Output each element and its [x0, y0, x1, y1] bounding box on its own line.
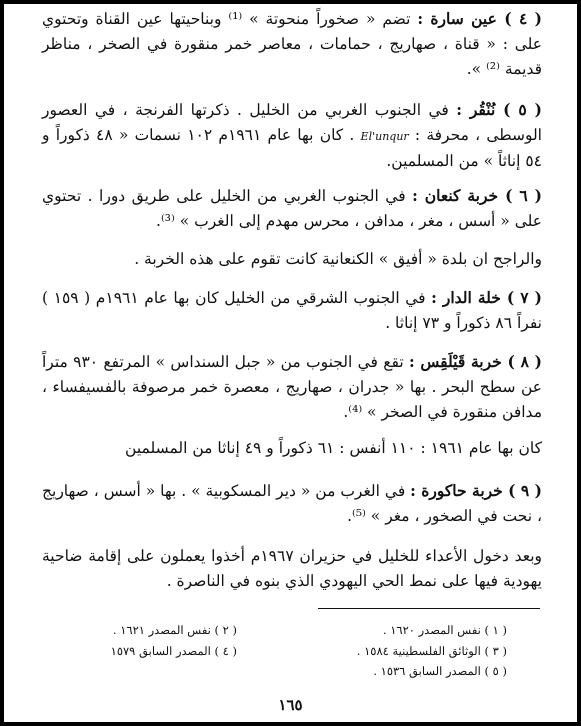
- entry-body: تضم « صخوراً منحوتة » ⁽¹⁾ وبناحيتها عين القناة وتحتوي على : « قناة ، صهاريج ، حمامات ، معاصر خمر منقورة في الصخر ، مناظر قديمة ⁽²⁾ ».: [42, 10, 542, 78]
- paragraph-text: كان بها عام ١٩٦١ : ١١٠ أنفس : ٦١ ذكوراً و ٤٩ إناثا من المسلمين: [125, 439, 542, 457]
- entry-heading: ( ٥ ) نُنْقُر :: [456, 100, 542, 119]
- paragraph-text: وبعد دخول الأعداء للخليل في حزيران ١٩٦٧م أخذوا يعملون على إقامة ضاحية يهودية فيها على نمط الحي اليهودي الذي بنوه في الناصرة .: [42, 547, 542, 590]
- footnote-2: ( ٢ ) نفس المصدر ١٦٢١ .: [112, 623, 237, 637]
- entry-heading: ( ٤ ) عين سارة :: [417, 9, 542, 28]
- entry-khirbet-kanaan: [42, 183, 542, 234]
- entry-heading: ( ٨ ) خربة قَيْلَقِس :: [408, 352, 543, 371]
- latin-transliteration: El'unqur: [360, 130, 409, 143]
- entry-body: في الغرب من « دير المسكوبية » . بها « أسس ، صهاريج ، نحت في الصخور ، مغر » ⁽⁵⁾.: [42, 482, 542, 525]
- entry-body: في الجنوب الغربي من الخليل على طريق دورا . تحتوي على « أسس ، مغر ، مدافن ، محرس مهدم إلى الغرب » ⁽³⁾.: [42, 187, 542, 230]
- paragraph-text: والراجح ان بلدة « أفيق » الكنعانية كانت تقوم على هذه الخربة .: [134, 250, 542, 268]
- entry-heading: ( ٧ ) خلة الدار :: [431, 288, 542, 307]
- entry-khirbet-hakura: [42, 478, 542, 529]
- entry-ain-sara: [42, 6, 542, 82]
- footnote-divider: [318, 608, 540, 609]
- entry-body: في الجنوب الشرقي من الخليل كان بها عام ١٩٦١م ( ١٥٩ ) نفراً ٨٦ ذكوراً و ٧٣ إناثا .: [42, 289, 542, 332]
- paragraph-after-1967: [42, 544, 542, 594]
- entry-body: في الجنوب الغربي من الخليل . ذكرتها الفرنجة ، في العصور الوسطى ، محرفة :: [42, 101, 542, 144]
- entry-khirbet-qilqis: [42, 349, 542, 425]
- page-number: ١٦٥: [278, 696, 303, 714]
- entry-heading: ( ٩ ) خربة حاكورة :: [410, 481, 542, 500]
- footnote-5: ( ٥ ) المصدر السابق ١٥٣٦ .: [373, 664, 507, 678]
- entry-heading: ( ٦ ) خربة كنعان :: [412, 186, 542, 205]
- entry-body: تقع في الجنوب من « جبل السنداس » المرتفع ٩٣٠ متراً عن سطح البحر . بها « جدران ، صهاريج ، معصرة خمر مرصوفة بالفسيفساء ، مدافن منقورة في الصخر » ⁽⁴⁾.: [42, 353, 542, 421]
- book-page: [4, 4, 577, 722]
- entry-khallat-al-dar: [42, 285, 542, 336]
- footnote-4: ( ٤ ) المصدر السابق ١٥٧٩: [110, 644, 237, 658]
- entry-nunqur: [42, 97, 542, 174]
- footnote-1: ( ١ ) نفس المصدر ١٦٢٠ .: [382, 623, 507, 637]
- entry-body: . كان بها عام ١٩٦١م ١٠٢ نسمات « ٤٨ ذكوراً و ٥٤ إناثاً » من المسلمين.: [42, 126, 542, 170]
- paragraph-afiq: [42, 247, 542, 272]
- paragraph-population: [42, 436, 542, 461]
- footnote-3: ( ٣ ) الوثائق الفلسطينية ١٥٨٤ .: [356, 644, 507, 658]
